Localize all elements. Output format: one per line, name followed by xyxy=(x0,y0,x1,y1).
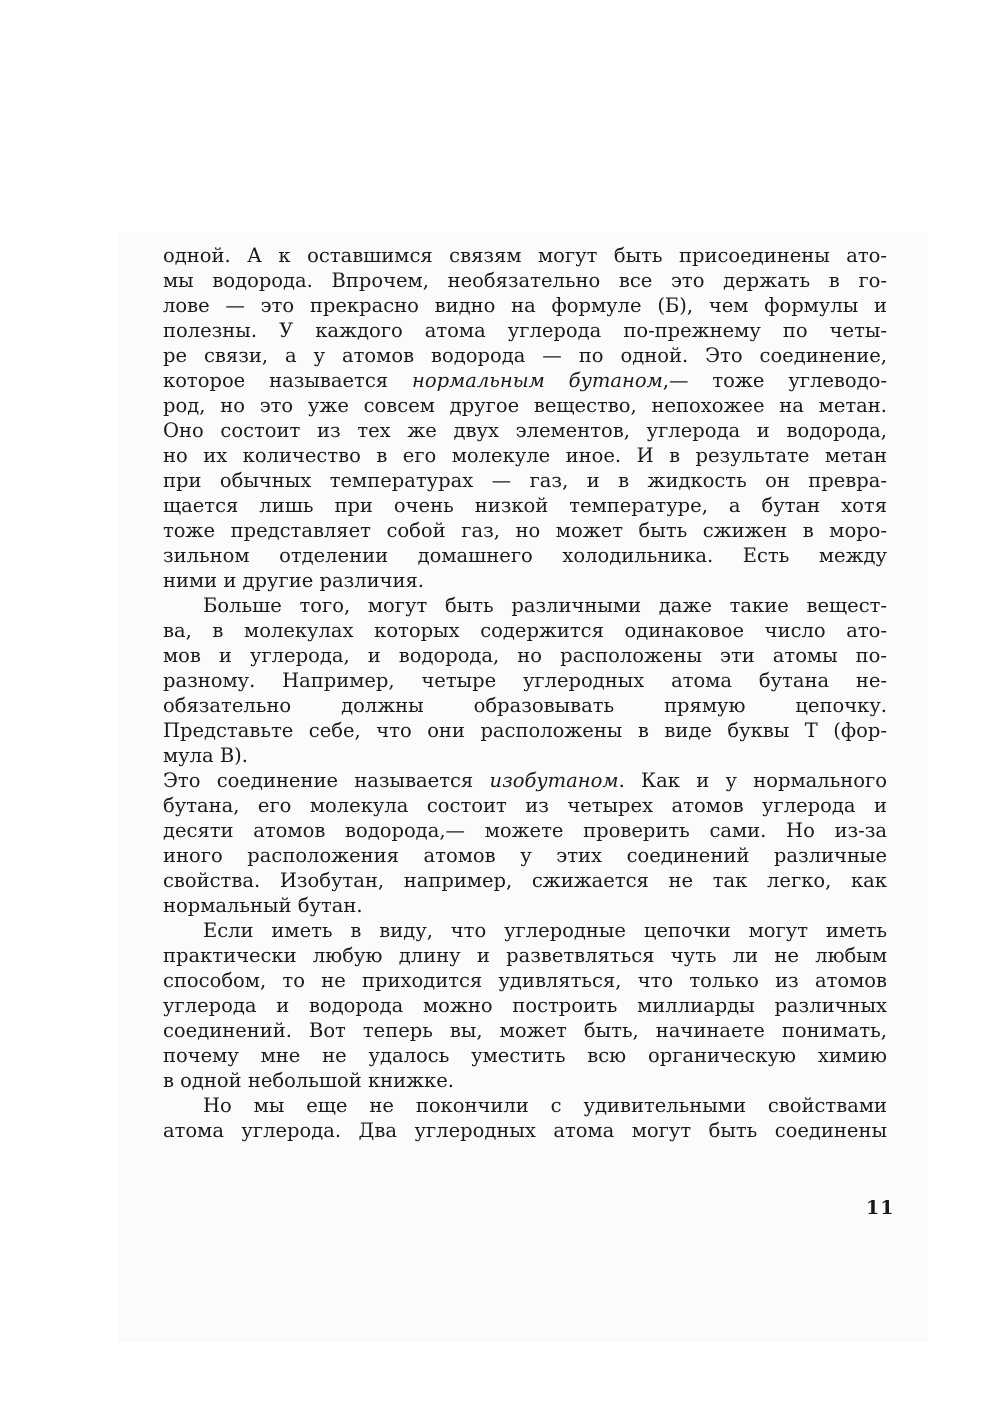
text-segment: Это соединение называется xyxy=(163,769,490,792)
text-line: ре связи, а у атомов водорода — по одной. Это соединение, xyxy=(163,344,887,367)
text-line xyxy=(163,368,887,393)
text-line: щается лишь при очень низкой температуре, а бутан хотя xyxy=(163,494,887,517)
text-line: углерода и водорода можно построить миллиарды различных xyxy=(163,994,887,1017)
body-text xyxy=(163,243,887,1143)
text-line: иного расположения атомов у этих соединений различные xyxy=(163,844,887,867)
text-line: но их количество в его молекуле иное. И в результате метан xyxy=(163,444,887,467)
text-line: ними и другие различия. xyxy=(163,569,424,592)
text-segment: . Как и у нормального xyxy=(618,769,887,792)
text-line: при обычных температурах — газ, и в жидкость он превра- xyxy=(163,469,887,492)
text-line: мов и углерода, и водорода, но расположены эти атомы по- xyxy=(163,644,887,667)
italic-term: изобутаном xyxy=(489,769,619,792)
text-line: ва, в молекулах которых содержится одинаковое число ато- xyxy=(163,619,887,642)
text-segment: ,— тоже углеводо- xyxy=(662,369,887,392)
text-line: Больше того, могут быть различными даже такие вещест- xyxy=(203,594,887,617)
text-line: Оно состоит из тех же двух элементов, углерода и водорода, xyxy=(163,419,887,442)
text-line: соединений. Вот теперь вы, может быть, начинаете понимать, xyxy=(163,1019,887,1042)
text-line: обязательно должны образовывать прямую цепочку. xyxy=(163,694,887,717)
page-number: 11 xyxy=(866,1197,895,1219)
text-line xyxy=(163,768,887,793)
text-line: зильном отделении домашнего холодильника. Есть между xyxy=(163,544,887,567)
text-line: род, но это уже совсем другое вещество, непохожее на метан. xyxy=(163,394,887,417)
text-line: мула В). xyxy=(163,744,248,767)
text-line: полезны. У каждого атома углерода по-прежнему по четы- xyxy=(163,319,887,342)
text-line: свойства. Изобутан, например, сжижается не так легко, как xyxy=(163,869,887,892)
text-line: практически любую длину и разветвляться чуть ли не любым xyxy=(163,944,887,967)
text-line: разному. Например, четыре углеродных атома бутана не- xyxy=(163,669,887,692)
text-line: способом, то не приходится удивляться, что только из атомов xyxy=(163,969,887,992)
italic-term: нормальным бутаном xyxy=(411,369,663,392)
text-line: лове — это прекрасно видно на формуле (Б), чем формулы и xyxy=(163,294,887,317)
text-line: нормальный бутан. xyxy=(163,894,363,917)
text-segment: которое называется xyxy=(163,369,412,392)
text-line: тоже представляет собой газ, но может быть сжижен в моро- xyxy=(163,519,887,542)
text-line: почему мне не удалось уместить всю органическую химию xyxy=(163,1044,887,1067)
text-line: Представьте себе, что они расположены в виде буквы Т (фор- xyxy=(163,719,887,742)
text-line: Но мы еще не покончили с удивительными свойствами xyxy=(203,1094,887,1117)
text-line: в одной небольшой книжке. xyxy=(163,1069,454,1092)
text-line: одной. А к оставшимся связям могут быть присоединены ато- xyxy=(163,244,887,267)
text-line: бутана, его молекула состоит из четырех атомов углерода и xyxy=(163,794,887,817)
text-line: Если иметь в виду, что углеродные цепочки могут иметь xyxy=(203,919,887,942)
text-line: десяти атомов водорода,— можете проверить сами. Но из-за xyxy=(163,819,887,842)
text-line: мы водорода. Впрочем, необязательно все это держать в го- xyxy=(163,269,887,292)
text-line: атома углерода. Два углеродных атома могут быть соединены xyxy=(163,1119,887,1142)
